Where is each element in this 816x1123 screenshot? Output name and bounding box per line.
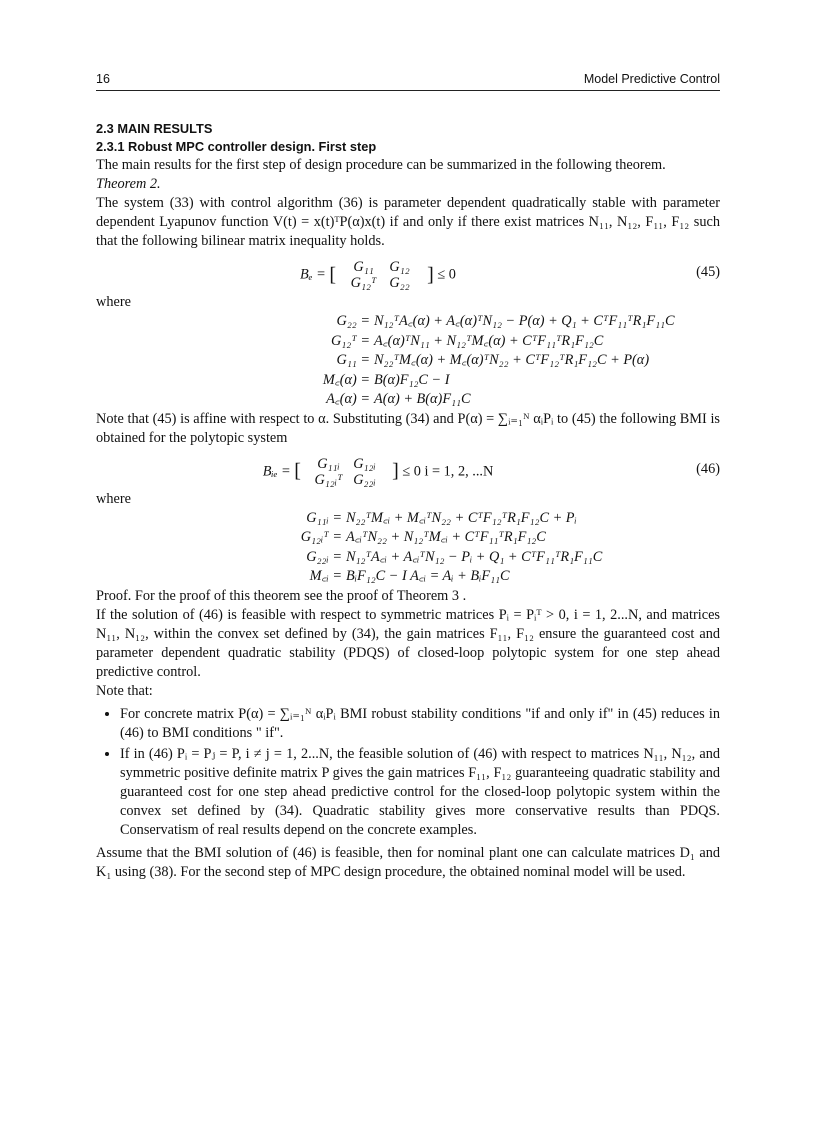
eq-line	[96, 351, 720, 371]
eq-lhs: G₁₂ᵀ =	[330, 332, 370, 349]
left-bracket: [	[294, 460, 301, 482]
eq46-m22: G₂₂ᵢ	[353, 471, 376, 488]
eq-rhs: A꜀(α)ᵀN₁₁ + N₁₂ᵀM꜀(α) + CᵀF₁₁ᵀR₁F₁₂C	[374, 332, 604, 349]
proof-paragraph: Proof. For the proof of this theorem see the proof of Theorem 3 .	[96, 587, 467, 604]
eq45-m22: G₂₂	[389, 275, 410, 291]
final-paragraph: Assume that the BMI solution of (46) is feasible, then for nominal plant one can calculate matrices D₁ and K₁ using (38). For the second step of MPC design procedure, the obtained nominal model will be used.	[96, 844, 720, 880]
list-item: • If in (46) Pᵢ = Pⱼ = P, i ≠ j = 1, 2...N, the feasible solution of (46) with respect to matrices N₁₁, N₁₂, and symmetric positive definite matrix P gives the gain matrices F₁₁, F₁₂ guaranteeing quadratic stability and guaranteed cost for one step ahead predictive control for the closed-loop polytopic system within the convex set defined by (34). Quadratic stability gives more conservative results than PDQS. Conservatism of real results depend on the concrete examples.	[120, 745, 720, 840]
eq-rhs: N₂₂ᵀM꜀ᵢ + M꜀ᵢᵀN₂₂ + CᵀF₁₂ᵀR₁F₁₂C + Pᵢ	[346, 509, 577, 526]
eq-rhs: B(α)F₁₂C − I	[374, 371, 450, 388]
eq45-m11: G₁₁	[353, 259, 374, 275]
eq-rhs: N₁₂ᵀA꜀(α) + A꜀(α)ᵀN₁₂ − P(α) + Q₁ + CᵀF₁₁ᵀR₁F₁₁C	[374, 313, 675, 329]
eq-lhs: G₁₂ᵢᵀ =	[300, 529, 342, 545]
eq46-m12: G₁₂ᵢ	[353, 455, 376, 472]
bullet-list	[96, 705, 720, 840]
right-bracket: ]	[427, 263, 434, 286]
left-bracket: [	[329, 263, 336, 286]
eq-line	[96, 332, 720, 352]
equation-block-1	[96, 312, 720, 410]
eq46-m11: G₁₁ᵢ	[317, 455, 340, 472]
where-label: where	[96, 294, 131, 310]
main-content	[96, 120, 720, 882]
eq45-m12: G₁₂	[389, 259, 410, 275]
section-title: 2.3 MAIN RESULTS	[96, 121, 213, 136]
list-item: • For concrete matrix P(α) = ∑ᵢ₌₁ᴺ αᵢPᵢ BMI robust stability conditions "if and only if" in (45) reduces in (46) to BMI conditions " if".	[120, 705, 720, 743]
eq-line	[96, 509, 720, 529]
eq-rhs: A(α) + B(α)F₁₁C	[374, 391, 471, 407]
intro-paragraph: The main results for the first step of design procedure can be summarized in the following theorem.	[96, 157, 666, 173]
eq-lhs: A꜀(α) =	[326, 391, 370, 407]
eq46-m21: G₁₂ᵢᵀ	[314, 471, 343, 488]
where-label: where	[96, 490, 131, 507]
eq45-lhs: Bₑ =	[300, 266, 326, 283]
eq-lhs: G₁₁ᵢ =	[306, 509, 342, 526]
eq-rhs: BᵢF₁₂C − I A꜀ᵢ = Aᵢ + BᵢF₁₁C	[346, 568, 510, 584]
eq46-rhs: ≤ 0 i = 1, 2, ...N	[402, 462, 494, 479]
eq45-m21: G₁₂ᵀ	[350, 275, 377, 291]
running-header	[96, 70, 720, 91]
subsection-title: 2.3.1 Robust MPC controller design. First step	[96, 139, 377, 154]
theorem-text: The system (33) with control algorithm (36) is parameter dependent quadratically stable with parameter dependent Lyapunov function V(t) = x(t)ᵀP(α)x(t) if and only if there exist matrices N₁₁, N₁₂, F₁₁, F₁₂ such that the following bilinear matrix inequality holds.	[96, 195, 720, 249]
eq45-matrix	[346, 259, 418, 291]
note-that-label: Note that:	[96, 682, 153, 699]
eq46-number: (46)	[696, 460, 720, 477]
eq-line	[96, 312, 720, 332]
eq-lhs: M꜀ᵢ =	[309, 568, 342, 584]
equation-45	[96, 251, 720, 289]
eq-rhs: N₁₂ᵀA꜀ᵢ + A꜀ᵢᵀN₁₂ − Pᵢ + Q₁ + CᵀF₁₁ᵀR₁F₁₁C	[346, 548, 603, 565]
eq-line	[96, 390, 720, 410]
eq45-rhs: ≤ 0	[437, 266, 456, 283]
eq-line	[96, 548, 720, 568]
eq46-matrix	[311, 456, 383, 488]
eq45-number: (45)	[696, 264, 720, 280]
page-number: 16	[96, 72, 110, 86]
eq-rhs: N₂₂ᵀM꜀(α) + M꜀(α)ᵀN₂₂ + CᵀF₁₂ᵀR₁F₁₂C + P(α)	[374, 352, 650, 368]
eq-line	[96, 371, 720, 391]
right-bracket: ]	[392, 460, 399, 482]
note-paragraph: Note that (45) is affine with respect to α. Substituting (34) and P(α) = ∑ᵢ₌₁ᴺ αᵢPᵢ to (45) the following BMI is obtained for the polytopic system	[96, 410, 720, 446]
eq-line	[96, 567, 720, 587]
eq-rhs: A꜀ᵢᵀN₂₂ + N₁₂ᵀM꜀ᵢ + CᵀF₁₁ᵀR₁F₁₂C	[346, 529, 546, 545]
equation-46	[96, 448, 720, 486]
equation-block-2	[96, 509, 720, 587]
eq-lhs: G₂₂ =	[336, 313, 370, 329]
running-title: Model Predictive Control	[583, 72, 720, 86]
eq-lhs: G₁₁ =	[336, 352, 370, 368]
feasibility-paragraph: If the solution of (46) is feasible with respect to symmetric matrices Pᵢ = Pᵢᵀ > 0, i = 1, 2...N, and matrices N₁₁, N₁₂, within the convex set defined by (34), the gain matrices F₁₁, F₁₂ ensure the guaranteed cost and parameter dependent quadratic stability (PDQS) of closed-loop polytopic system for one step ahead predictive control.	[96, 606, 720, 680]
eq46-lhs: Bᵢₑ =	[262, 462, 291, 479]
theorem-label: Theorem 2.	[96, 176, 161, 192]
eq-lhs: M꜀(α) =	[322, 371, 370, 388]
eq-line	[96, 528, 720, 548]
eq-lhs: G₂₂ᵢ =	[306, 548, 342, 565]
